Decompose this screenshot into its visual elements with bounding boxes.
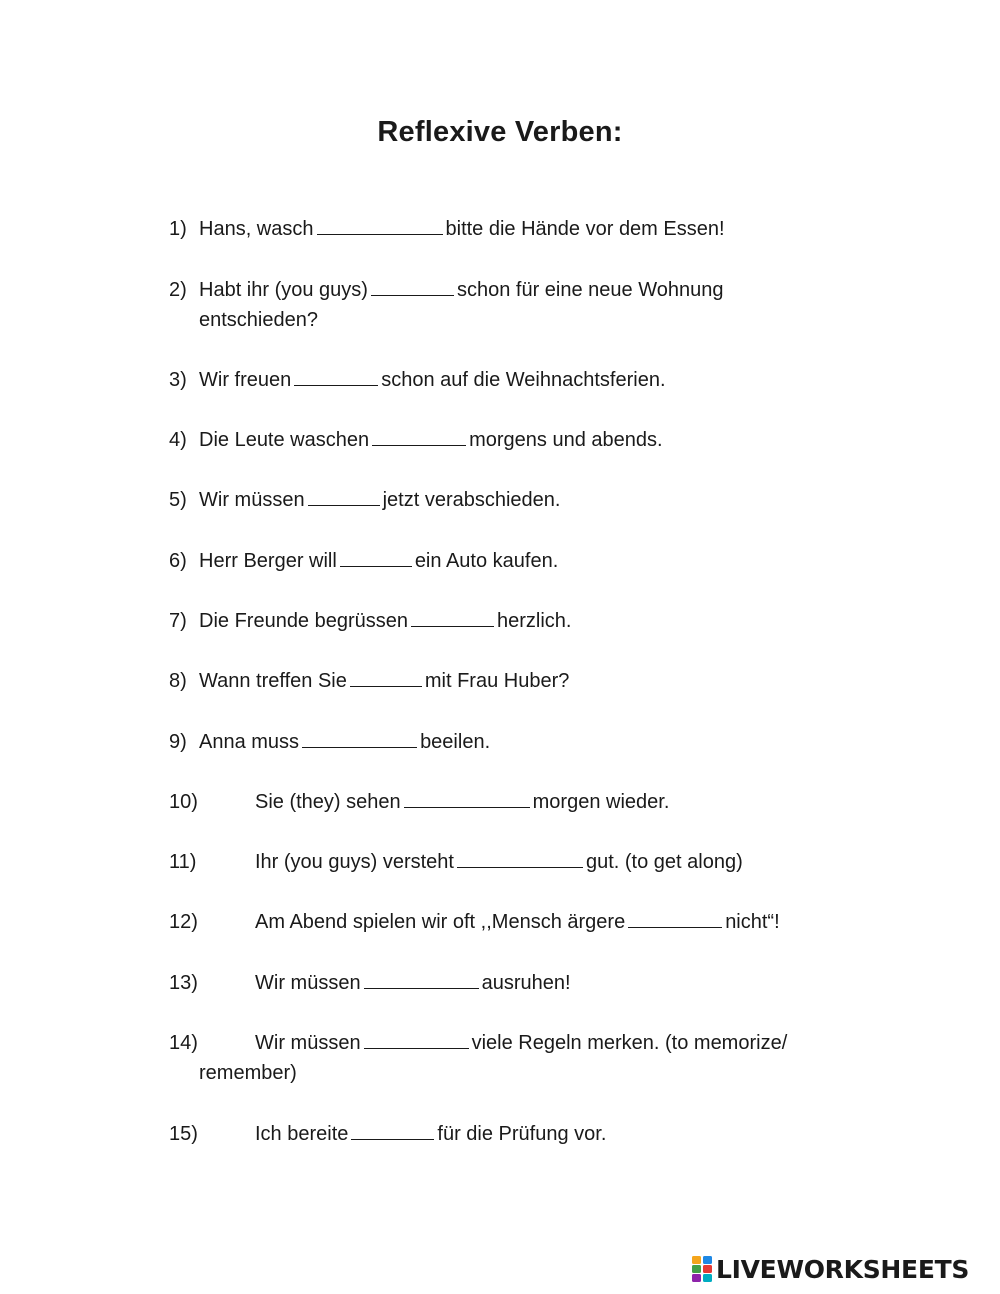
list-item: [169, 968, 859, 998]
answer-blank[interactable]: [371, 279, 454, 296]
item-text-continuation: remember): [199, 1062, 297, 1084]
item-number: 4): [169, 429, 187, 451]
logo-block: [703, 1274, 712, 1282]
liveworksheets-logo-icon: [692, 1256, 712, 1282]
logo-block: [703, 1265, 712, 1273]
item-text-before: Wir müssen: [255, 1032, 361, 1054]
item-text-after: nicht“!: [725, 911, 780, 933]
answer-blank[interactable]: [308, 489, 380, 506]
item-text-after: herzlich.: [497, 610, 572, 632]
list-item: [169, 275, 859, 335]
item-text-after: ein Auto kaufen.: [414, 550, 559, 572]
item-number: 15): [169, 1123, 198, 1145]
item-text-before: Wann treffen Sie: [199, 670, 347, 692]
liveworksheets-logo[interactable]: [692, 1254, 969, 1284]
answer-blank[interactable]: [294, 369, 378, 386]
item-number: 1): [169, 218, 187, 240]
item-text-before: Anna muss: [199, 731, 300, 753]
answer-blank[interactable]: [364, 1032, 469, 1049]
list-item: [169, 1119, 859, 1149]
item-number: 8): [169, 670, 187, 692]
item-number: 14): [169, 1032, 198, 1054]
answer-blank[interactable]: [340, 550, 412, 567]
item-text-after: beeilen.: [420, 731, 491, 753]
answer-blank[interactable]: [317, 218, 443, 235]
list-item: [169, 606, 859, 636]
list-item: [169, 546, 859, 576]
item-number: 12): [169, 911, 198, 933]
item-text-after: morgen wieder.: [532, 791, 670, 813]
answer-blank[interactable]: [351, 1123, 434, 1140]
answer-blank[interactable]: [457, 851, 583, 868]
logo-block: [692, 1265, 701, 1273]
item-number: 10): [169, 791, 198, 813]
item-text-after: viele Regeln merken. (to memorize/: [471, 1032, 788, 1054]
list-item: [169, 214, 859, 244]
item-text-before: Hans, wasch: [199, 218, 314, 240]
list-item: [169, 1028, 859, 1088]
list-item: [169, 847, 859, 877]
answer-blank[interactable]: [302, 731, 417, 748]
item-text-before: Ihr (you guys) versteht: [255, 851, 454, 873]
page-title: Reflexive Verben:: [377, 116, 623, 148]
item-text-before: Habt ihr (you guys): [199, 279, 368, 301]
list-item: [169, 727, 859, 757]
item-text-after: schon auf die Weihnachtsferien.: [381, 369, 666, 391]
logo-text: LIVEWORKSHEETS: [716, 1254, 970, 1284]
item-number: 3): [169, 369, 187, 391]
item-text-before: Die Leute waschen: [199, 429, 370, 451]
item-number: 6): [169, 550, 187, 572]
list-item: [169, 485, 859, 515]
item-number: 5): [169, 489, 187, 511]
item-text-after: jetzt verabschieden.: [382, 489, 561, 511]
item-text-before: Wir müssen: [199, 489, 305, 511]
item-text-after: mit Frau Huber?: [424, 670, 570, 692]
list-item: [169, 787, 859, 817]
item-text-after: ausruhen!: [481, 972, 571, 994]
item-text-after: morgens und abends.: [469, 429, 663, 451]
list-item: [169, 365, 859, 395]
item-text-after: schon für eine neue Wohnung: [456, 279, 724, 301]
item-text-before: Wir müssen: [255, 972, 361, 994]
item-text-before: Herr Berger will: [199, 550, 337, 572]
answer-blank[interactable]: [411, 610, 494, 627]
item-number: 7): [169, 610, 187, 632]
item-text-after: für die Prüfung vor.: [437, 1123, 607, 1145]
item-number: 9): [169, 731, 187, 753]
answer-blank[interactable]: [372, 429, 466, 446]
item-text-before: Sie (they) sehen: [255, 791, 401, 813]
logo-block: [703, 1256, 712, 1264]
item-number: 11): [169, 851, 197, 873]
item-number: 13): [169, 972, 198, 994]
list-item: [169, 425, 859, 455]
answer-blank[interactable]: [350, 670, 422, 687]
item-text-continuation: entschieden?: [199, 309, 318, 331]
logo-block: [692, 1256, 701, 1264]
item-number: 2): [169, 279, 187, 301]
list-item: [169, 666, 859, 696]
logo-block: [692, 1274, 701, 1282]
item-text-before: Wir freuen: [199, 369, 292, 391]
list-item: [169, 907, 859, 937]
answer-blank[interactable]: [628, 911, 722, 928]
item-text-after: gut. (to get along): [585, 851, 743, 873]
item-text-after: bitte die Hände vor dem Essen!: [445, 218, 725, 240]
item-text-before: Die Freunde begrüssen: [199, 610, 409, 632]
answer-blank[interactable]: [364, 972, 479, 989]
item-text-before: Ich bereite: [255, 1123, 349, 1145]
item-text-before: Am Abend spielen wir oft ,,Mensch ärgere: [255, 911, 626, 933]
answer-blank[interactable]: [404, 791, 530, 808]
